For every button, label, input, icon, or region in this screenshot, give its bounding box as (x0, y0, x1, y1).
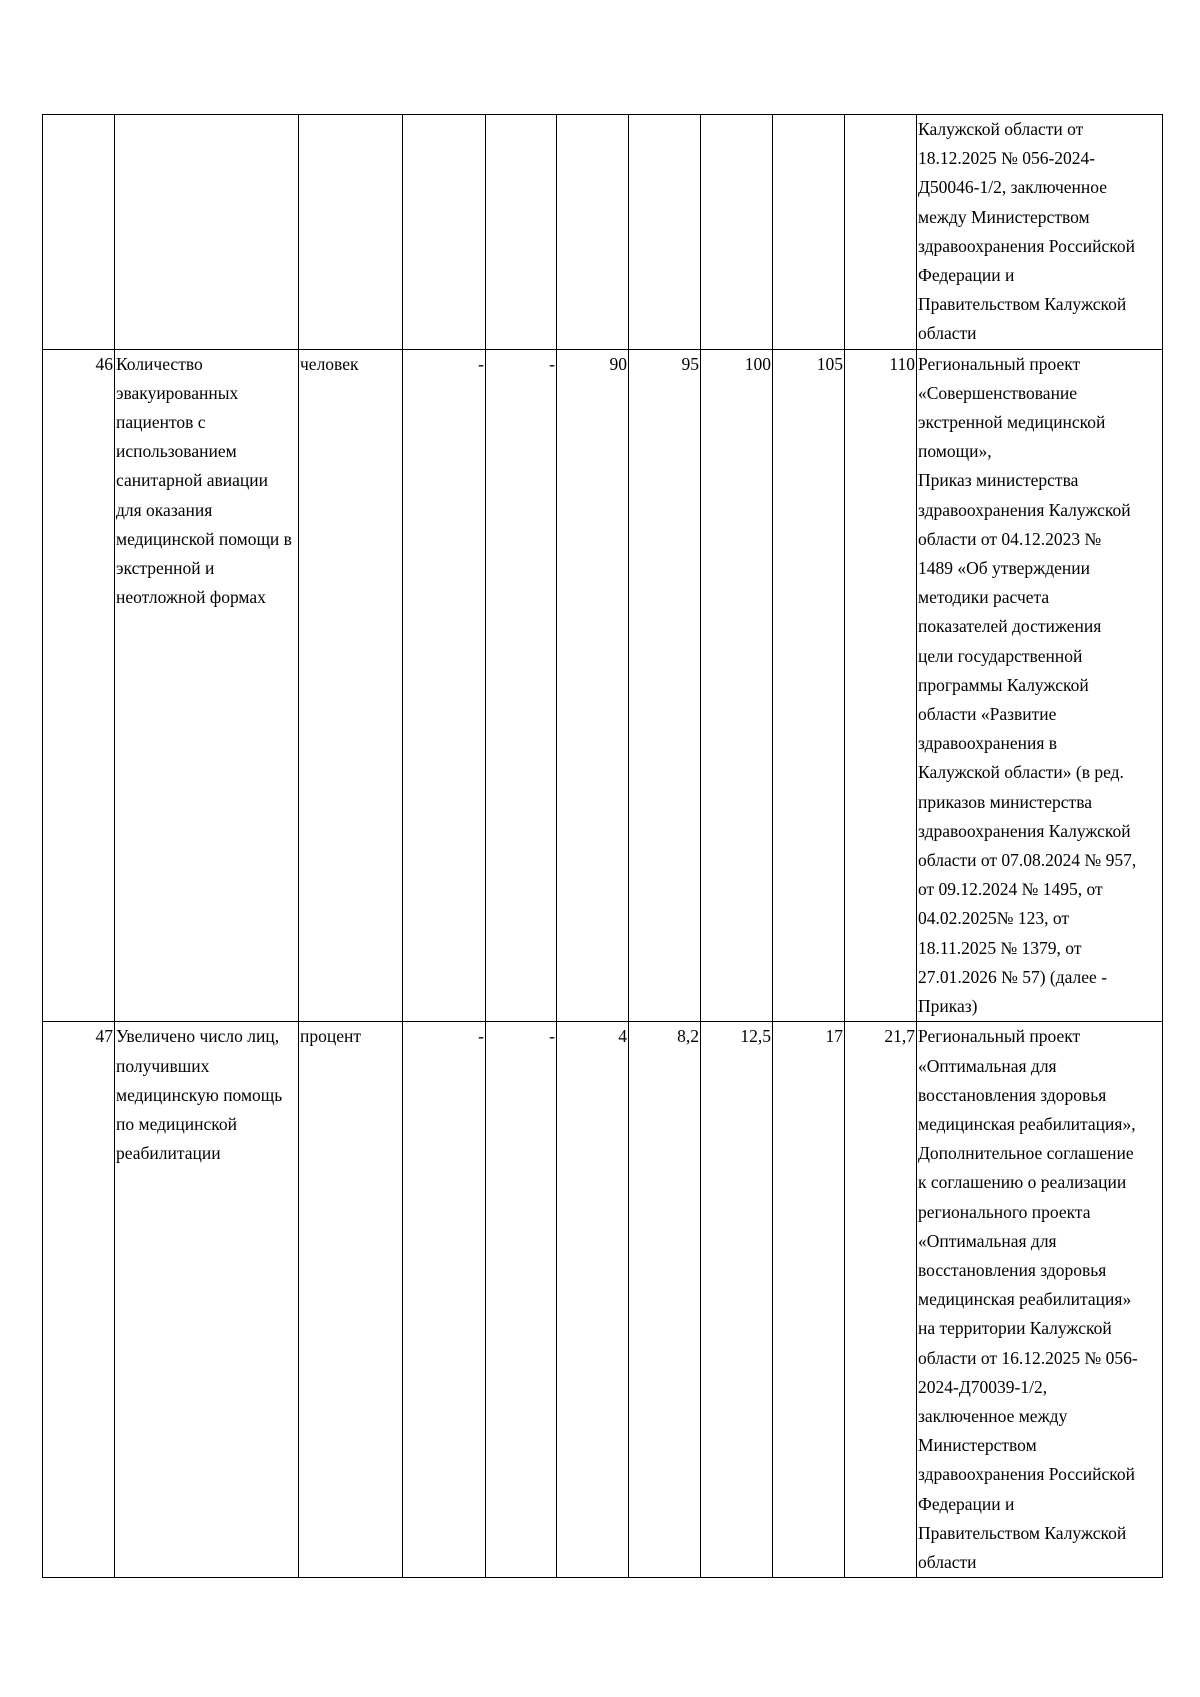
source-line: заключенное между (918, 1405, 1068, 1426)
source-line: между Министерством (918, 206, 1090, 227)
indicator-name-cell (115, 1022, 299, 1578)
value-cell (845, 115, 917, 350)
value-cell: 95 (629, 349, 701, 1022)
source-line: «Совершенствование (918, 382, 1078, 403)
source-line: области от 04.12.2023 № (918, 528, 1102, 549)
source-line: 04.02.2025№ 123, от (918, 908, 1069, 929)
source-line: от 09.12.2024 № 1495, от (918, 879, 1103, 900)
source-line: восстановления здоровья (918, 1259, 1107, 1280)
indicators-table (42, 114, 1163, 1578)
source-cell (917, 115, 1163, 350)
source-line: показателей достижения (918, 616, 1102, 637)
row-number-cell: 47 (43, 1022, 115, 1578)
row-number-cell (43, 115, 115, 350)
indicator-name-cell (115, 115, 299, 350)
value-cell (773, 115, 845, 350)
source-line: здравоохранения Российской (918, 235, 1136, 256)
source-line: здравоохранения Калужской (918, 820, 1131, 841)
source-line: здравоохранения Российской (918, 1464, 1136, 1485)
value-cell: - (403, 1022, 486, 1578)
source-line: области (918, 323, 977, 344)
source-line: Федерации и (918, 1493, 1015, 1514)
unit-cell: человек (299, 349, 403, 1022)
value-cell (486, 115, 557, 350)
source-line: Региональный проект (918, 353, 1081, 374)
source-line: Приказ министерства (918, 470, 1079, 491)
source-line: Дополнительное соглашение (918, 1143, 1134, 1164)
source-line: 18.11.2025 № 1379, от (918, 937, 1082, 958)
value-cell: 21,7 (845, 1022, 917, 1578)
indicator-name-cell (115, 349, 299, 1022)
source-line: Правительством Калужской (918, 294, 1127, 315)
value-cell: - (486, 1022, 557, 1578)
source-line: Д50046-1/2, заключенное (918, 177, 1107, 198)
source-line: здравоохранения в (918, 733, 1058, 754)
source-line: методики расчета (918, 587, 1050, 608)
source-line: 27.01.2026 № 57) (далее - (918, 966, 1108, 987)
source-line: медицинская реабилитация» (918, 1289, 1132, 1310)
source-line: экстренной медицинской (918, 412, 1106, 433)
source-line: 2024-Д70039-1/2, (918, 1376, 1048, 1397)
source-line: Министерством (918, 1435, 1037, 1456)
source-line: медицинская реабилитация», (918, 1113, 1136, 1134)
value-cell: - (403, 349, 486, 1022)
source-line: здравоохранения Калужской (918, 499, 1131, 520)
source-line: Региональный проект (918, 1026, 1081, 1047)
source-line: области от 16.12.2025 № 056- (918, 1347, 1138, 1368)
source-line: Приказ) (918, 996, 978, 1017)
indicator-name: Количество эвакуированных пациентов с использованием санитарной авиации для оказания медицинской помощи в экстренной и неотложной формах (116, 353, 292, 608)
table-body (43, 115, 1163, 1578)
table-row (43, 115, 1163, 350)
source-line: области «Развитие (918, 704, 1057, 725)
source-line: «Оптимальная для (918, 1055, 1057, 1076)
source-line: цели государственной (918, 645, 1083, 666)
value-cell: 12,5 (701, 1022, 773, 1578)
source-cell (917, 349, 1163, 1022)
value-cell: 90 (557, 349, 629, 1022)
table-row (43, 1022, 1163, 1578)
source-line: Калужской области от (918, 119, 1084, 139)
value-cell: 110 (845, 349, 917, 1022)
value-cell (557, 115, 629, 350)
value-cell: - (486, 349, 557, 1022)
source-line: программы Калужской (918, 674, 1089, 695)
value-cell (629, 115, 701, 350)
value-cell (701, 115, 773, 350)
row-number-cell: 46 (43, 349, 115, 1022)
source-line: области от 07.08.2024 № 957, (918, 850, 1137, 871)
source-line: «Оптимальная для (918, 1230, 1057, 1251)
source-line: на территории Калужской (918, 1318, 1112, 1339)
source-cell (917, 1022, 1163, 1578)
source-line: помощи», (918, 441, 992, 462)
value-cell: 8,2 (629, 1022, 701, 1578)
value-cell: 4 (557, 1022, 629, 1578)
source-line: 1489 «Об утверждении (918, 558, 1090, 579)
source-line: 18.12.2025 № 056-2024- (918, 148, 1096, 169)
value-cell: 105 (773, 349, 845, 1022)
source-line: области (918, 1551, 977, 1572)
table-row (43, 349, 1163, 1022)
value-cell: 17 (773, 1022, 845, 1578)
source-line: восстановления здоровья (918, 1084, 1107, 1105)
source-line: приказов министерства (918, 791, 1093, 812)
source-line: Федерации и (918, 265, 1015, 286)
source-line: Правительством Калужской (918, 1522, 1127, 1543)
indicator-name: Увеличено число лиц, получивших медицинскую помощь по медицинской реабилитации (116, 1026, 283, 1164)
unit-cell: процент (299, 1022, 403, 1578)
source-line: к соглашению о реализации (918, 1172, 1127, 1193)
source-line: Калужской области» (в ред. (918, 762, 1124, 783)
value-cell (403, 115, 486, 350)
source-line: регионального проекта (918, 1201, 1091, 1222)
value-cell: 100 (701, 349, 773, 1022)
unit-cell (299, 115, 403, 350)
